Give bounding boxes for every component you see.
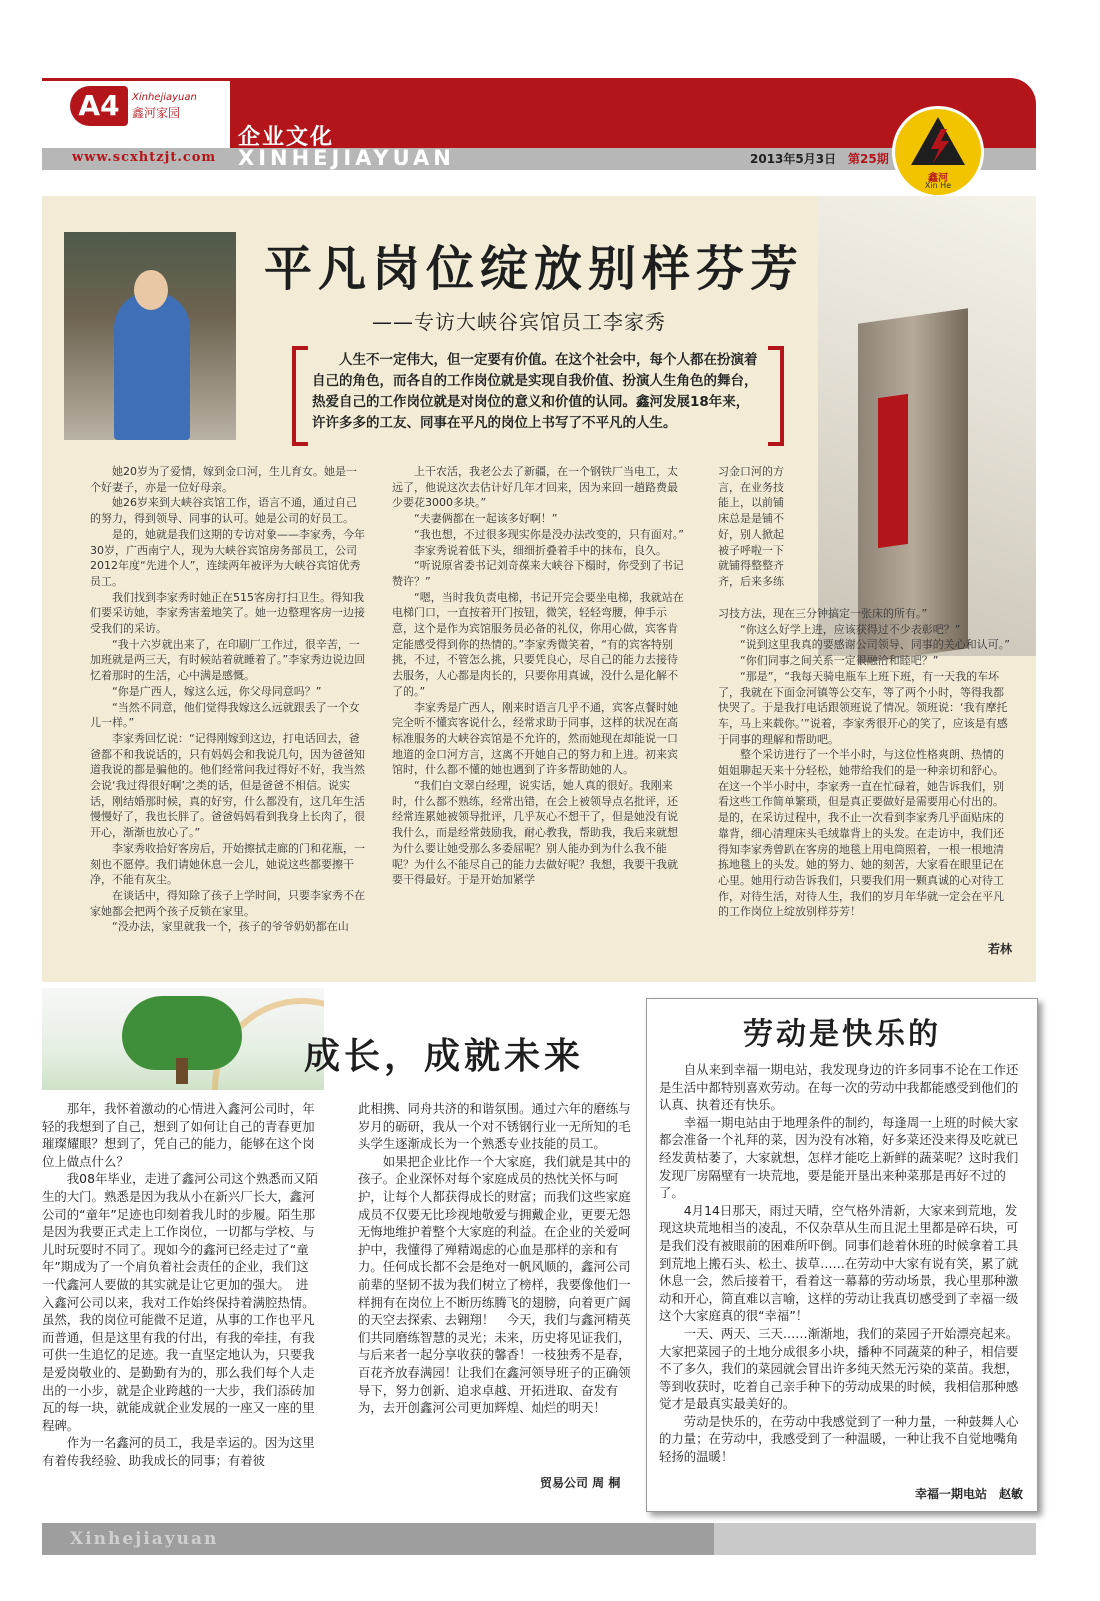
paragraph: “当然不同意，他们觉得我嫁这么远就跟丢了一个女儿一样。” <box>90 700 360 730</box>
paragraph: “你是广西人，嫁这么远，你父母同意吗？” <box>112 684 322 698</box>
article-author: 贸易公司 周 桐 <box>540 1476 621 1490</box>
article-column-1 <box>42 1100 318 1469</box>
paragraph: 在谈话中，得知除了孩子上学时间，只要李家秀不在家她都会把两个孩子反锁在家里。 <box>90 888 365 918</box>
paragraph: “说到这里我真的要感谢公司领导、同事的关心和认可。” <box>740 638 1010 652</box>
paragraph: “听说原省委书记刘奇葆来大峡谷下榻时，你受到了书记赞许？” <box>392 559 684 588</box>
feature-article <box>42 196 1036 982</box>
paragraph: 那年，我怀着激动的心情进入鑫河公司时，年轻的我想到了自己，想到了如何让自己的青春更加璀璨耀眼？想到了，凭自己的能力，能够在这个岗位上做点什么？ <box>42 1101 315 1169</box>
article-headline: 平凡岗位绽放别样芬芳 <box>264 241 805 297</box>
paragraph: “我也想，不过很多现实你是没办法改变的，只有面对。” <box>414 527 684 541</box>
photo-face <box>134 270 168 310</box>
company-logo-name-en: Xin He <box>924 181 952 190</box>
paragraph: 她20岁为了爱情，嫁到金口河，生儿育女。她是一个好妻子，亦是一位好母亲。 <box>90 465 357 494</box>
paragraph: 她26岁来到大峡谷宾馆工作，语言不通，通过自己的努力，得到领导、同事的认可。她是公司的好员工。 <box>90 496 357 526</box>
newspaper-logo-icon: A4 <box>70 86 128 126</box>
paragraph: “没办法，家里就我一个，孩子的爷爷奶奶都在山 <box>112 920 349 934</box>
footer-watermark: Xinhejiayuan <box>70 1529 219 1549</box>
paragraph: 是的，她就是我们这期的专访对象——李家秀，今年30岁，广西南宁人，现为大峡谷宾馆房务部员工，公司2012年度“先进个人”，连续两年被评为大峡谷宾馆优秀员工。 <box>90 527 365 588</box>
photo-figure <box>114 292 190 440</box>
paragraph: 李家秀回忆说：“记得刚嫁到这边，打电话回去，爸爸都不和我说话的，只有妈妈会和我说几句，因为爸爸知道我说的都是骗他的。他们经常问我过得好不好，我当然会说‘我过得很好啊’之类的话，但是爸爸不相信。说实话，刚结婚那时候，真的好穷，什么都没有，这几年生活慢慢好了，我也长胖了。爸爸妈妈看到我身上长肉了，很开心，渐渐也放心了。” <box>90 731 365 840</box>
logo-name: 鑫河家园 <box>132 106 181 120</box>
paragraph: “我们白文翠白经理，说实话，她人真的很好。我刚来时，什么都不熟练，经常出错，在会上被领导点名批评，还经常连累她被领导批评，几乎灰心不想干了，但是她没有说我什么，而是经常鼓励我，耐心教我，帮助我，我后来就想为什么要让她受那么多委屈呢？别人能办到为什么我不能呢？为什么不能尽自己的能力去做好呢？我想，我要干我就要干得最好。于是开始加紧学 <box>392 779 678 887</box>
paragraph: 4月14日那天，雨过天晴，空气格外清新，大家来到荒地，发现这块荒地相当的凌乱，不仅杂草从生而且泥土里都是碎石块，可是我们没有被眼前的困难所吓倒。同事们趁着休班的时候拿着工具到荒地上搬石头、松土、拔草……在劳动中大家有说有笑，累了就休息一会，然后接着干，看着这一幕幕的劳动场景，我心里那种激动和开心，简直难以言喻，这样的劳动让我真切感受到了幸福一级这个大家庭真的很“幸福”！ <box>659 1202 1019 1324</box>
article-author: 幸福一期电站 赵敏 <box>914 1487 1023 1501</box>
article-body <box>659 1061 1023 1466</box>
masthead <box>42 78 1036 190</box>
article-column-1 <box>90 464 366 935</box>
paragraph: 幸福一期电站由于地理条件的制约，每逢周一上班的时候大家都会准备一个礼拜的菜，因为没有冰箱，好多菜还没来得及吃就已经发黄枯萎了，大家就想，怎样才能吃上新鲜的蔬菜呢？这时我们发现厂房隔壁有一块荒地，要是能开垦出来种菜那是再好不过的了。 <box>659 1114 1019 1201</box>
issue-date: 2013年5月3日 <box>750 152 837 166</box>
paragraph: “你们同事之间关系一定很融洽和睦吧？” <box>740 654 939 668</box>
article-column-2 <box>392 464 684 888</box>
paragraph: “嗯，当时我负责电梯，书记开完会要坐电梯，我就站在电梯门口，一直按着开门按钮，微笑，轻轻弯腰，伸手示意，这个是作为宾馆服务员必备的礼仪，你用心做，宾客肯定能感受得到你的热情的。”李家秀微笑着，“有的宾客特别挑，不过，不管怎么挑，只要凭良心，尽自己的能力去接待去服务，人心都是肉长的，只要你用真诚，没什么是化解不了的。” <box>392 590 684 698</box>
article-author: 若林 <box>988 942 1013 956</box>
paragraph: “你这么好学上进，应该获得过不少表彰吧？” <box>740 622 961 636</box>
article-headline: 成长，成就未来 <box>304 1036 585 1077</box>
section-title-en: XINHEJIAYUAN <box>238 146 455 170</box>
paragraph: 李家秀是广西人，刚来时语言几乎不通，宾客点餐时她完全听不懂宾客说什么，经常求助于同事，这样的状况在高标准服务的大峡谷宾馆是不允许的，然而她现在却能说一口地道的金口河方言，这离不开她自己的努力和上进。初来宾馆时，什么都不懂的她也遇到了许多帮助她的人。 <box>392 700 678 777</box>
article-lead: 人生不一定伟大，但一定要有价值。在这个社会中，每个人都在扮演着自己的角色，而各自的工作岗位就是实现自我价值、扮演人生角色的舞台，热爱自己的工作岗位就是对岗位的意义和价值的认同。鑫河发展18年来，许许多多的工友、同事在平凡的岗位上书写了不平凡的人生。 <box>312 352 758 431</box>
tree-trunk <box>176 1058 188 1084</box>
website-link[interactable]: www.scxhtzjt.com <box>72 150 217 165</box>
paragraph: 自从来到幸福一期电站，我发现身边的许多同事不论在工作还是生活中都特别喜欢劳动。在每一次的劳动中我都能感受到他们的认真、执着还有快乐。 <box>659 1062 1019 1113</box>
logo-pinyin: Xinhejiayuan <box>132 92 197 103</box>
tree-illustration <box>42 988 324 1090</box>
paragraph: 习金口河的方言，在业务技能上，以前铺床总是是铺不好，别人掀起被子呼啦一下就铺得整整齐齐，后来多练 <box>718 465 784 588</box>
company-logo-icon <box>892 106 984 198</box>
article-box <box>646 998 1038 1512</box>
paragraph: 习技方法，现在三分钟搞定一张床的所有。” <box>718 607 928 620</box>
lightning-triangle-icon <box>895 109 981 169</box>
building-sign <box>878 394 908 548</box>
paragraph: 一天、两天、三天……渐渐地，我们的菜园子开始漂亮起来。大家把菜园子的土地分成很多小块，播种不同蔬菜的种子，相信要不了多久，我们的菜园就会冒出许多纯天然无污染的菜苗。我想，等到收获时，吃着自己亲手种下的劳动成果的时候，我相信那种感觉才是最真实最美好的。 <box>659 1325 1019 1412</box>
paragraph: 我们找到李家秀时她正在515客房打扫卫生。得知我们要采访她，李家秀害羞地笑了。她一边整理客房一边接受我们的采访。 <box>90 590 365 636</box>
lead-bracket-right <box>768 346 784 446</box>
issue-number: 第25期 <box>848 152 889 166</box>
hotel-building-image <box>818 196 1036 656</box>
article-headline: 劳动是快乐的 <box>743 1017 941 1052</box>
article-column-3 <box>718 606 1014 920</box>
paragraph: “我十六岁就出来了，在印刷厂工作过，很辛苦，一加班就是两三天，有时候站着就睡着了。”李家秀边说边回忆着那时的生活，心中满是感慨。 <box>90 637 366 683</box>
paragraph: 整个采访进行了一个半小时，与这位性格爽朗、热情的姐姐聊起天来十分轻松，她带给我们的是一种亲切和舒心。在这一个半小时中，李家秀一直在忙碌着，她告诉我们，别看这些工作简单繁琐，但是真正要做好是需要用心付出的。是的，在采访过程中，我不止一次看到李家秀几乎面贴床的靠背，细心清理床头毛绒靠背上的头发。在走访中，我们还得知李家秀曾趴在客房的地毯上用电筒照着，一根一根地清拣地毯上的头发。她的努力、她的刻苦，大家看在眼里记在心里。她用行动告诉我们，只要我们用一颗真诚的心对待工作，对待生活，对待人生，我们的岁月年华就一定会在平凡的工作岗位上绽放别样芬芳！ <box>718 748 1004 919</box>
paragraph: 作为一名鑫河的员工，我是幸运的。因为这里有着传我经验、助我成长的同事；有着彼 <box>42 1435 315 1468</box>
paragraph: 李家秀收拾好客房后，开始擦拭走廊的门和花瓶，一刻也不愿停。我们请她休息一会儿，她说这些都要擦干净，不能有灰尘。 <box>90 841 365 887</box>
paragraph: “那是”，“我每天骑电瓶车上班下班，有一天我的车坏了，我就在下面金河镇等公交车，等了两个小时，等得我都快哭了。于是我打电话跟领班说了情况。领班说：‘我有摩托车，马上来载你。’”说着，李家秀很开心的笑了，应该是有感于同事的理解和帮助吧。 <box>718 669 1008 746</box>
paragraph: 如果把企业比作一个大家庭，我们就是其中的孩子。企业深怀对每个家庭成员的热忱关怀与呵护，让每个人都获得成长的财富；而我们这些家庭成员不仅要无比珍视地敬爱与拥戴企业，更要无怨无悔地维护着整个大家庭的利益。在企业的关爱呵护中，我懂得了殚精竭虑的心血是那样的亲和有力。任何成长都不会是绝对一帆风顺的，鑫河公司前辈的坚韧不拔为我们树立了榜样，我要像他们一样拥有在岗位上不断历练腾飞的翅膀，向着更广阔的天空去探索、去翱翔！ 今天，我们与鑫河精英们共同磨练智慧的灵光；未来，历史将见证我们，与后来者一起分享收获的馨香！一枝独秀不是春，百花齐放春满园！让我们在鑫河领导班子的正确领导下，努力创新、追求卓越、开拓进取、奋发有为，去开创鑫河公司更加辉煌、灿烂的明天！ <box>358 1153 631 1416</box>
article-subheadline: ——专访大峡谷宾馆员工李家秀 <box>372 310 666 334</box>
article-column-3-narrow <box>718 464 792 590</box>
section-title: 企业文化 <box>238 125 335 150</box>
paragraph: “夫妻俩都在一起该多好啊！” <box>414 512 558 526</box>
page-footer <box>42 1523 1036 1555</box>
paragraph: 上干农活，我老公去了新疆，在一个钢铁厂当电工，太远了，他说这次去估计好几年才回来，因为来回一趟路费最少要花3000多块。” <box>392 465 678 510</box>
paragraph: 此相携、同舟共济的和谐氛围。通过六年的磨练与岁月的砺研，我从一个对不锈钢行业一无所知的毛头学生逐渐成长为一个熟悉专业技能的员工。 <box>358 1101 631 1152</box>
paragraph: 我08年毕业，走进了鑫河公司这个熟悉而又陌生的大门。熟悉是因为我从小在新兴厂长大，鑫河公司的“童年”足迹也印刻着我儿时的步履。陌生那是因为我要正式走上工作岗位，一切都与学校、与儿时玩耍时不同了。现如今的鑫河已经走过了“童年”期成为了一个肩负着社会责任的企业，我们这一代鑫河人要做的其实就是让它更加的强大。 进入鑫河公司以来，我对工作始终保持着满腔热情。虽然，我的岗位可能微不足道，从事的工作也平凡而普通，但是这里有我的付出，有我的牵挂，有我可供一生追忆的足迹。我一直坚定地认为，只要我是爱岗敬业的、是勤勤有为的，那么我们每个人走出的一小步，就是企业跨越的一大步，我们添砖加瓦的每一块，就能成就企业发展的一座又一座的里程碑。 <box>42 1171 318 1433</box>
article-column-2 <box>358 1100 632 1417</box>
paragraph: 劳动是快乐的，在劳动中我感觉到了一种力量，一种鼓舞人心的力量；在劳动中，我感受到了一种温暖，一种让我不自觉地嘴角轻扬的温暖！ <box>659 1413 1019 1465</box>
company-logo-name: 鑫河 <box>928 173 948 184</box>
lead-bracket-left <box>292 346 308 446</box>
interviewee-photo <box>64 232 236 440</box>
paragraph: 李家秀说着低下头，细细折叠着手中的抹布，良久。 <box>414 543 667 557</box>
